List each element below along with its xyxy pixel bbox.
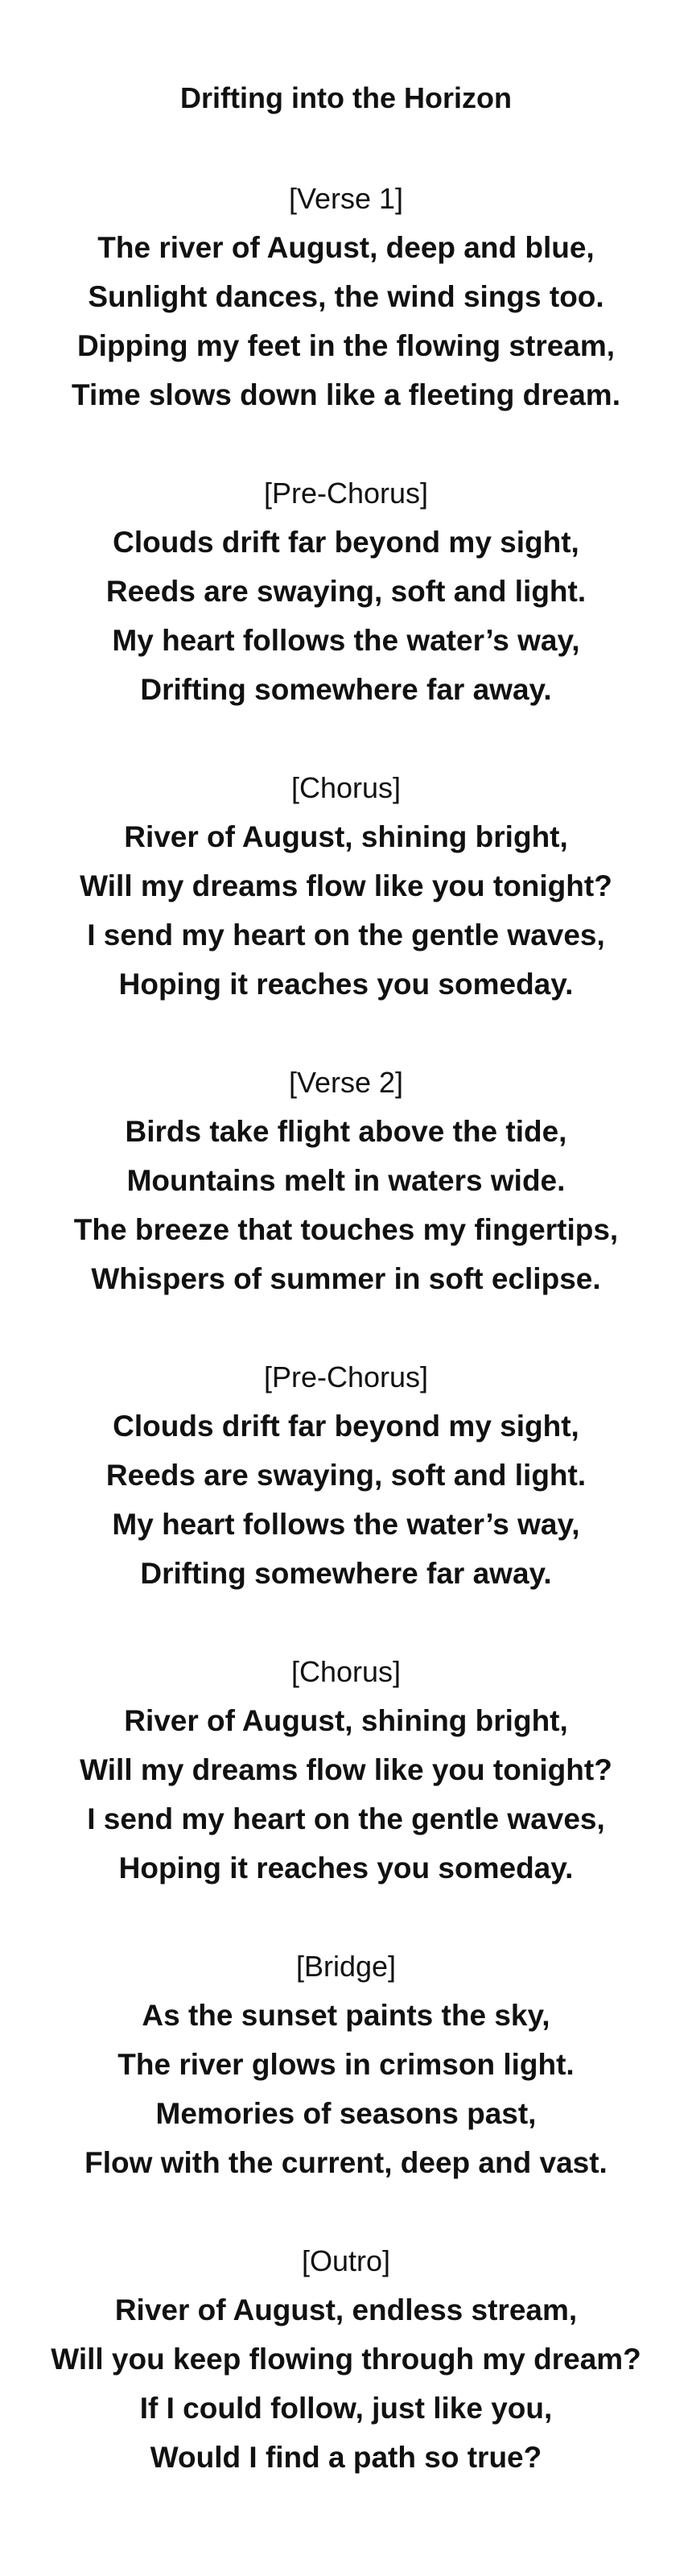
section-chorus-2 (0, 1647, 692, 1893)
lyric-line: River of August, shining bright, (124, 1704, 568, 1737)
section-pre-chorus-2 (0, 1352, 692, 1598)
lyric-line: The river of August, deep and blue, (97, 231, 595, 264)
lyric-line: Would I find a path so true? (150, 2441, 542, 2474)
lyric-line: Birds take flight above the tide, (125, 1115, 567, 1148)
lyric-line: Dipping my feet in the flowing stream, (76, 329, 616, 362)
lyric-line: Hoping it reaches you someday. (118, 968, 574, 1001)
lyric-line: Drifting somewhere far away. (140, 1557, 552, 1590)
lyric-line: Whispers of summer in soft eclipse. (91, 1262, 601, 1295)
lyric-line: Will you keep flowing through my dream? (51, 2343, 641, 2376)
lyric-line: The breeze that touches my fingertips, (73, 1213, 619, 1246)
lyric-line: I send my heart on the gentle waves, (87, 1802, 605, 1835)
lyric-line: Clouds drift far beyond my sight, (113, 526, 579, 559)
lyric-line: If I could follow, just like you, (139, 2392, 553, 2425)
section-label: [Verse 2] (288, 1066, 404, 1099)
section-label: [Verse 1] (288, 182, 404, 215)
lyric-line: Drifting somewhere far away. (140, 673, 552, 706)
lyric-line: Reeds are swaying, soft and light. (105, 575, 587, 608)
section-chorus-1 (0, 763, 692, 1009)
section-bridge (0, 1942, 692, 2187)
lyric-line: The river glows in crimson light. (117, 2048, 575, 2081)
lyric-line: As the sunset paints the sky, (142, 1999, 550, 2032)
section-label: [Bridge] (295, 1950, 397, 1983)
lyric-line: Mountains melt in waters wide. (126, 1164, 566, 1197)
lyric-line: Reeds are swaying, soft and light. (105, 1459, 587, 1492)
section-pre-chorus-1 (0, 469, 692, 714)
lyric-line: Will my dreams flow like you tonight? (80, 1753, 612, 1786)
lyric-line: Hoping it reaches you someday. (118, 1852, 574, 1885)
lyric-line: River of August, shining bright, (124, 820, 568, 853)
lyric-line: Flow with the current, deep and vast. (84, 2146, 608, 2179)
lyric-line: Clouds drift far beyond my sight, (113, 1410, 579, 1443)
section-label: [Chorus] (290, 771, 402, 804)
section-verse-2 (0, 1058, 692, 1303)
lyric-line: Memories of seasons past, (155, 2097, 537, 2130)
section-outro (0, 2236, 692, 2482)
lyric-line: I send my heart on the gentle waves, (87, 919, 605, 952)
section-label: [Pre-Chorus] (263, 1360, 429, 1393)
title-spacer (0, 121, 692, 174)
song-title: Drifting into the Horizon (180, 81, 512, 114)
section-verse-1 (0, 174, 692, 419)
section-label: [Pre-Chorus] (263, 477, 429, 510)
lyric-line: Sunlight dances, the wind sings too. (88, 280, 604, 313)
section-label: [Outro] (301, 2244, 391, 2277)
lyric-line: My heart follows the water’s way, (112, 624, 580, 657)
lyric-line: My heart follows the water’s way, (112, 1508, 580, 1541)
section-label: [Chorus] (290, 1655, 402, 1688)
lyric-line: Time slows down like a fleeting dream. (72, 378, 620, 411)
lyric-line: Will my dreams flow like you tonight? (80, 869, 612, 902)
lyric-line: River of August, endless stream, (114, 2293, 578, 2326)
